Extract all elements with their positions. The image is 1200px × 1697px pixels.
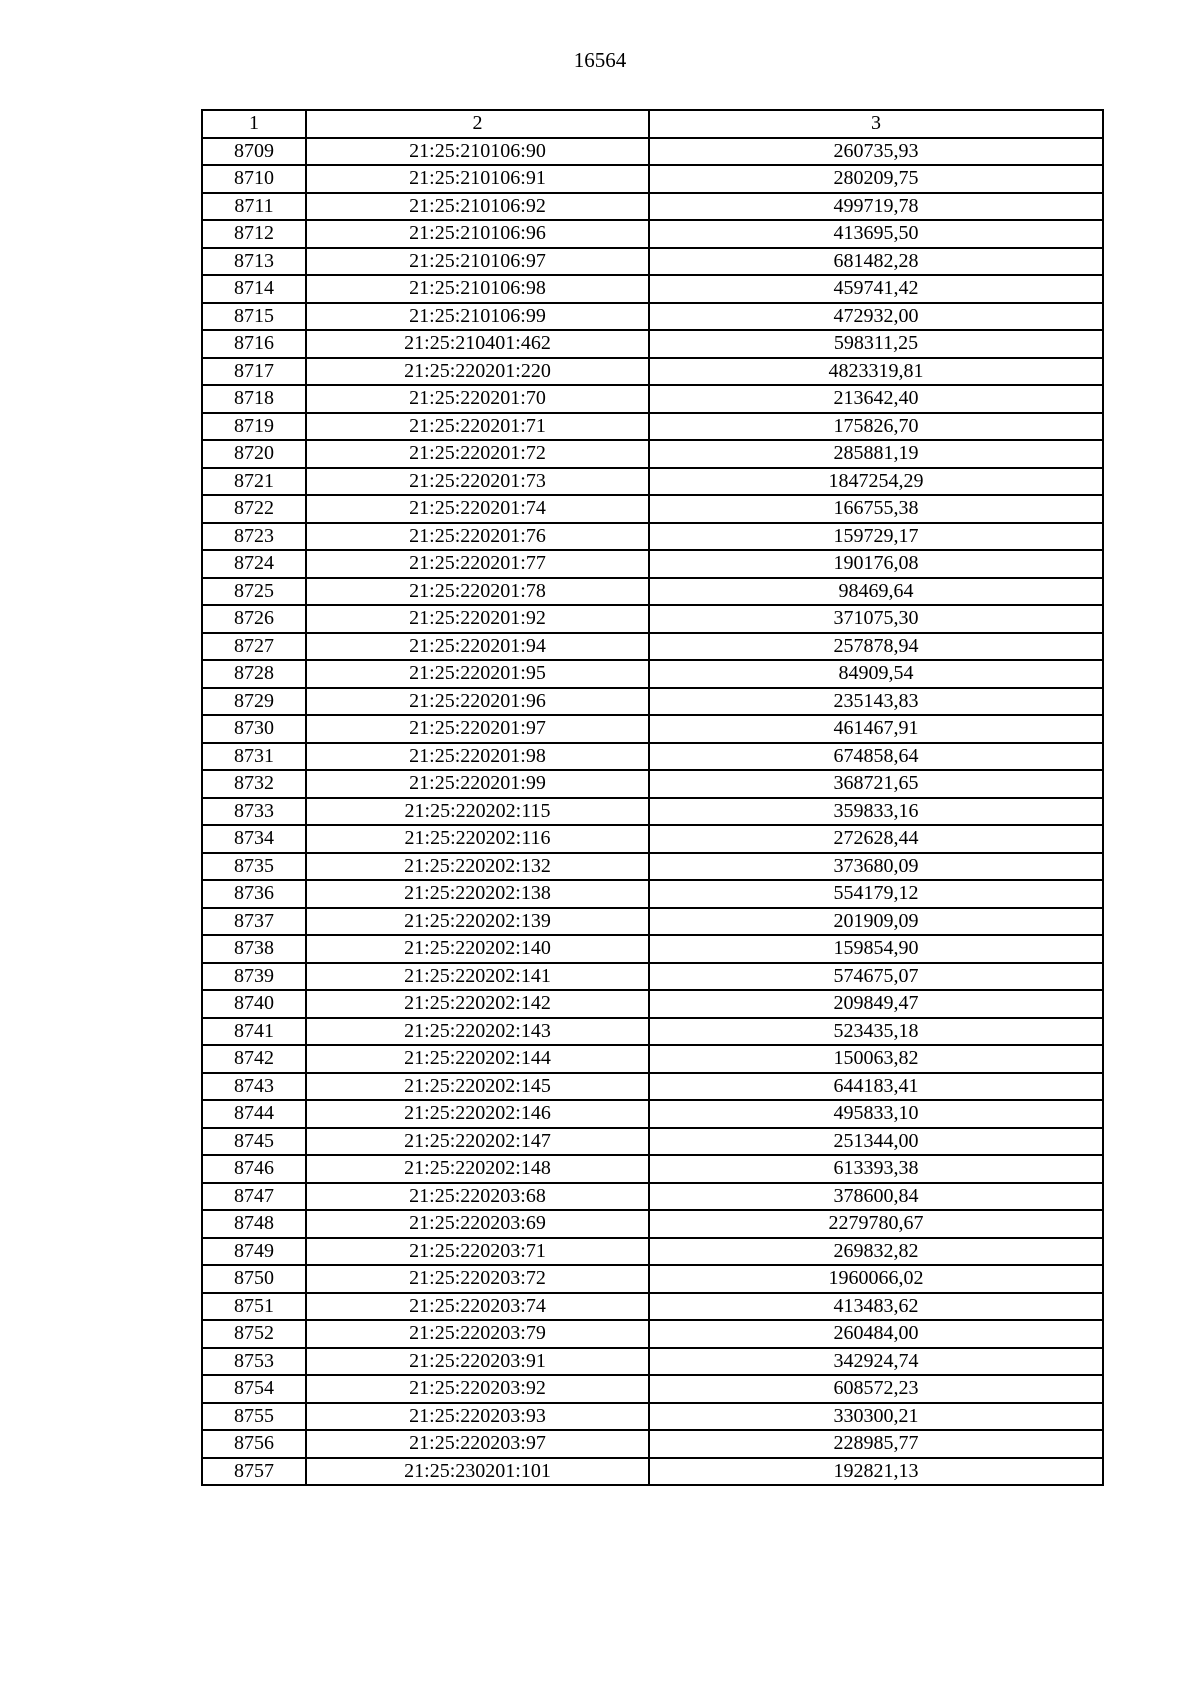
row-number-cell: 8752 [202, 1320, 306, 1348]
row-number-cell: 8756 [202, 1430, 306, 1458]
table-row [202, 1100, 1103, 1128]
value-cell: 554179,12 [649, 880, 1103, 908]
table-row [202, 523, 1103, 551]
cadastral-number-cell: 21:25:210106:99 [306, 303, 649, 331]
row-number-cell: 8745 [202, 1128, 306, 1156]
value-cell: 166755,38 [649, 495, 1103, 523]
cadastral-number-cell: 21:25:220202:138 [306, 880, 649, 908]
value-cell: 228985,77 [649, 1430, 1103, 1458]
value-cell: 413483,62 [649, 1293, 1103, 1321]
table-row [202, 275, 1103, 303]
value-cell: 378600,84 [649, 1183, 1103, 1211]
table-row [202, 963, 1103, 991]
cadastral-number-cell: 21:25:220201:71 [306, 413, 649, 441]
table-row [202, 550, 1103, 578]
table-row [202, 578, 1103, 606]
table-row [202, 1403, 1103, 1431]
value-cell: 368721,65 [649, 770, 1103, 798]
row-number-cell: 8722 [202, 495, 306, 523]
value-cell: 459741,42 [649, 275, 1103, 303]
value-cell: 235143,83 [649, 688, 1103, 716]
table-row [202, 385, 1103, 413]
cadastral-number-cell: 21:25:220203:97 [306, 1430, 649, 1458]
table-row [202, 1293, 1103, 1321]
table-row [202, 330, 1103, 358]
cadastral-number-cell: 21:25:220201:92 [306, 605, 649, 633]
cadastral-number-cell: 21:25:220202:115 [306, 798, 649, 826]
table-row [202, 138, 1103, 166]
cadastral-number-cell: 21:25:220203:72 [306, 1265, 649, 1293]
table-row [202, 165, 1103, 193]
column-header-3: 3 [649, 110, 1103, 138]
table-row [202, 1210, 1103, 1238]
row-number-cell: 8748 [202, 1210, 306, 1238]
row-number-cell: 8711 [202, 193, 306, 221]
cadastral-number-cell: 21:25:210106:90 [306, 138, 649, 166]
row-number-cell: 8739 [202, 963, 306, 991]
cadastral-number-cell: 21:25:220201:99 [306, 770, 649, 798]
cadastral-number-cell: 21:25:220201:77 [306, 550, 649, 578]
row-number-cell: 8730 [202, 715, 306, 743]
cadastral-number-cell: 21:25:220201:70 [306, 385, 649, 413]
cadastral-number-cell: 21:25:220201:74 [306, 495, 649, 523]
row-number-cell: 8721 [202, 468, 306, 496]
cadastral-number-cell: 21:25:220201:78 [306, 578, 649, 606]
row-number-cell: 8723 [202, 523, 306, 551]
row-number-cell: 8741 [202, 1018, 306, 1046]
table-row [202, 908, 1103, 936]
cadastral-number-cell: 21:25:220202:132 [306, 853, 649, 881]
row-number-cell: 8712 [202, 220, 306, 248]
value-cell: 574675,07 [649, 963, 1103, 991]
value-cell: 472932,00 [649, 303, 1103, 331]
row-number-cell: 8728 [202, 660, 306, 688]
cadastral-number-cell: 21:25:220201:98 [306, 743, 649, 771]
value-cell: 1847254,29 [649, 468, 1103, 496]
value-cell: 280209,75 [649, 165, 1103, 193]
cadastral-number-cell: 21:25:220202:139 [306, 908, 649, 936]
table-row [202, 1458, 1103, 1486]
cadastral-number-cell: 21:25:220203:91 [306, 1348, 649, 1376]
row-number-cell: 8743 [202, 1073, 306, 1101]
table-row [202, 303, 1103, 331]
value-cell: 159729,17 [649, 523, 1103, 551]
value-cell: 2279780,67 [649, 1210, 1103, 1238]
value-cell: 495833,10 [649, 1100, 1103, 1128]
cadastral-number-cell: 21:25:220201:95 [306, 660, 649, 688]
row-number-cell: 8724 [202, 550, 306, 578]
row-number-cell: 8746 [202, 1155, 306, 1183]
value-cell: 260484,00 [649, 1320, 1103, 1348]
cadastral-number-cell: 21:25:220203:93 [306, 1403, 649, 1431]
value-cell: 674858,64 [649, 743, 1103, 771]
cadastral-number-cell: 21:25:220203:68 [306, 1183, 649, 1211]
table-row [202, 248, 1103, 276]
value-cell: 251344,00 [649, 1128, 1103, 1156]
row-number-cell: 8750 [202, 1265, 306, 1293]
row-number-cell: 8747 [202, 1183, 306, 1211]
value-cell: 523435,18 [649, 1018, 1103, 1046]
row-number-cell: 8720 [202, 440, 306, 468]
table-row [202, 1430, 1103, 1458]
cadastral-number-cell: 21:25:220201:73 [306, 468, 649, 496]
value-cell: 1960066,02 [649, 1265, 1103, 1293]
cadastral-number-cell: 21:25:220201:220 [306, 358, 649, 386]
table-header [202, 110, 1103, 138]
column-header-1: 1 [202, 110, 306, 138]
row-number-cell: 8736 [202, 880, 306, 908]
table-row [202, 715, 1103, 743]
value-cell: 373680,09 [649, 853, 1103, 881]
column-header-2: 2 [306, 110, 649, 138]
value-cell: 342924,74 [649, 1348, 1103, 1376]
row-number-cell: 8716 [202, 330, 306, 358]
table-row [202, 660, 1103, 688]
table-row [202, 1183, 1103, 1211]
row-number-cell: 8717 [202, 358, 306, 386]
value-cell: 272628,44 [649, 825, 1103, 853]
cadastral-number-cell: 21:25:220202:147 [306, 1128, 649, 1156]
value-cell: 209849,47 [649, 990, 1103, 1018]
table-row [202, 495, 1103, 523]
table-row [202, 688, 1103, 716]
row-number-cell: 8725 [202, 578, 306, 606]
cadastral-number-cell: 21:25:230201:101 [306, 1458, 649, 1486]
cadastral-number-cell: 21:25:220203:71 [306, 1238, 649, 1266]
value-cell: 499719,78 [649, 193, 1103, 221]
table-row [202, 1155, 1103, 1183]
value-cell: 285881,19 [649, 440, 1103, 468]
value-cell: 190176,08 [649, 550, 1103, 578]
row-number-cell: 8737 [202, 908, 306, 936]
row-number-cell: 8715 [202, 303, 306, 331]
table-row [202, 853, 1103, 881]
cadastral-number-cell: 21:25:210106:92 [306, 193, 649, 221]
row-number-cell: 8734 [202, 825, 306, 853]
cadastral-number-cell: 21:25:220203:92 [306, 1375, 649, 1403]
table-row [202, 358, 1103, 386]
table-row [202, 1375, 1103, 1403]
table-row [202, 1265, 1103, 1293]
row-number-cell: 8751 [202, 1293, 306, 1321]
page-number: 16564 [573, 48, 627, 72]
row-number-cell: 8713 [202, 248, 306, 276]
cadastral-number-cell: 21:25:220201:76 [306, 523, 649, 551]
table-row [202, 990, 1103, 1018]
cadastral-number-cell: 21:25:220202:141 [306, 963, 649, 991]
value-cell: 330300,21 [649, 1403, 1103, 1431]
table-row [202, 1045, 1103, 1073]
value-cell: 644183,41 [649, 1073, 1103, 1101]
row-number-cell: 8727 [202, 633, 306, 661]
row-number-cell: 8757 [202, 1458, 306, 1486]
cadastral-number-cell: 21:25:220202:145 [306, 1073, 649, 1101]
header-row [202, 110, 1103, 138]
row-number-cell: 8729 [202, 688, 306, 716]
value-cell: 413695,50 [649, 220, 1103, 248]
table-row [202, 798, 1103, 826]
table-row [202, 413, 1103, 441]
value-cell: 260735,93 [649, 138, 1103, 166]
table-row [202, 880, 1103, 908]
cadastral-number-cell: 21:25:210106:96 [306, 220, 649, 248]
data-table [201, 109, 1104, 1486]
value-cell: 371075,30 [649, 605, 1103, 633]
table-row [202, 193, 1103, 221]
cadastral-number-cell: 21:25:220202:142 [306, 990, 649, 1018]
cadastral-number-cell: 21:25:220202:140 [306, 935, 649, 963]
value-cell: 150063,82 [649, 1045, 1103, 1073]
value-cell: 608572,23 [649, 1375, 1103, 1403]
row-number-cell: 8744 [202, 1100, 306, 1128]
row-number-cell: 8754 [202, 1375, 306, 1403]
row-number-cell: 8749 [202, 1238, 306, 1266]
table-row [202, 1320, 1103, 1348]
row-number-cell: 8719 [202, 413, 306, 441]
cadastral-number-cell: 21:25:220202:148 [306, 1155, 649, 1183]
cadastral-number-cell: 21:25:220201:72 [306, 440, 649, 468]
row-number-cell: 8714 [202, 275, 306, 303]
table-body [202, 138, 1103, 1486]
row-number-cell: 8742 [202, 1045, 306, 1073]
table-row [202, 1073, 1103, 1101]
cadastral-number-cell: 21:25:220203:79 [306, 1320, 649, 1348]
cadastral-number-cell: 21:25:210106:98 [306, 275, 649, 303]
value-cell: 681482,28 [649, 248, 1103, 276]
table-row [202, 1128, 1103, 1156]
value-cell: 159854,90 [649, 935, 1103, 963]
cadastral-number-cell: 21:25:210106:91 [306, 165, 649, 193]
table-row [202, 220, 1103, 248]
cadastral-number-cell: 21:25:210401:462 [306, 330, 649, 358]
table-row [202, 1238, 1103, 1266]
row-number-cell: 8731 [202, 743, 306, 771]
cadastral-number-cell: 21:25:220202:116 [306, 825, 649, 853]
table-row [202, 935, 1103, 963]
table-row [202, 770, 1103, 798]
value-cell: 613393,38 [649, 1155, 1103, 1183]
row-number-cell: 8710 [202, 165, 306, 193]
value-cell: 598311,25 [649, 330, 1103, 358]
value-cell: 269832,82 [649, 1238, 1103, 1266]
cadastral-number-cell: 21:25:220202:143 [306, 1018, 649, 1046]
row-number-cell: 8753 [202, 1348, 306, 1376]
table-row [202, 1018, 1103, 1046]
row-number-cell: 8726 [202, 605, 306, 633]
row-number-cell: 8718 [202, 385, 306, 413]
value-cell: 192821,13 [649, 1458, 1103, 1486]
value-cell: 201909,09 [649, 908, 1103, 936]
value-cell: 359833,16 [649, 798, 1103, 826]
cadastral-number-cell: 21:25:220201:96 [306, 688, 649, 716]
row-number-cell: 8733 [202, 798, 306, 826]
cadastral-number-cell: 21:25:220201:97 [306, 715, 649, 743]
table-row [202, 468, 1103, 496]
cadastral-number-cell: 21:25:210106:97 [306, 248, 649, 276]
cadastral-number-cell: 21:25:220202:146 [306, 1100, 649, 1128]
row-number-cell: 8732 [202, 770, 306, 798]
table-row [202, 440, 1103, 468]
value-cell: 175826,70 [649, 413, 1103, 441]
table-row [202, 743, 1103, 771]
value-cell: 98469,64 [649, 578, 1103, 606]
cadastral-number-cell: 21:25:220203:69 [306, 1210, 649, 1238]
row-number-cell: 8755 [202, 1403, 306, 1431]
table-row [202, 825, 1103, 853]
table-row [202, 1348, 1103, 1376]
cadastral-number-cell: 21:25:220201:94 [306, 633, 649, 661]
row-number-cell: 8709 [202, 138, 306, 166]
table-row [202, 605, 1103, 633]
value-cell: 4823319,81 [649, 358, 1103, 386]
cadastral-number-cell: 21:25:220202:144 [306, 1045, 649, 1073]
value-cell: 84909,54 [649, 660, 1103, 688]
row-number-cell: 8738 [202, 935, 306, 963]
row-number-cell: 8740 [202, 990, 306, 1018]
row-number-cell: 8735 [202, 853, 306, 881]
value-cell: 213642,40 [649, 385, 1103, 413]
cadastral-number-cell: 21:25:220203:74 [306, 1293, 649, 1321]
value-cell: 257878,94 [649, 633, 1103, 661]
value-cell: 461467,91 [649, 715, 1103, 743]
table-row [202, 633, 1103, 661]
